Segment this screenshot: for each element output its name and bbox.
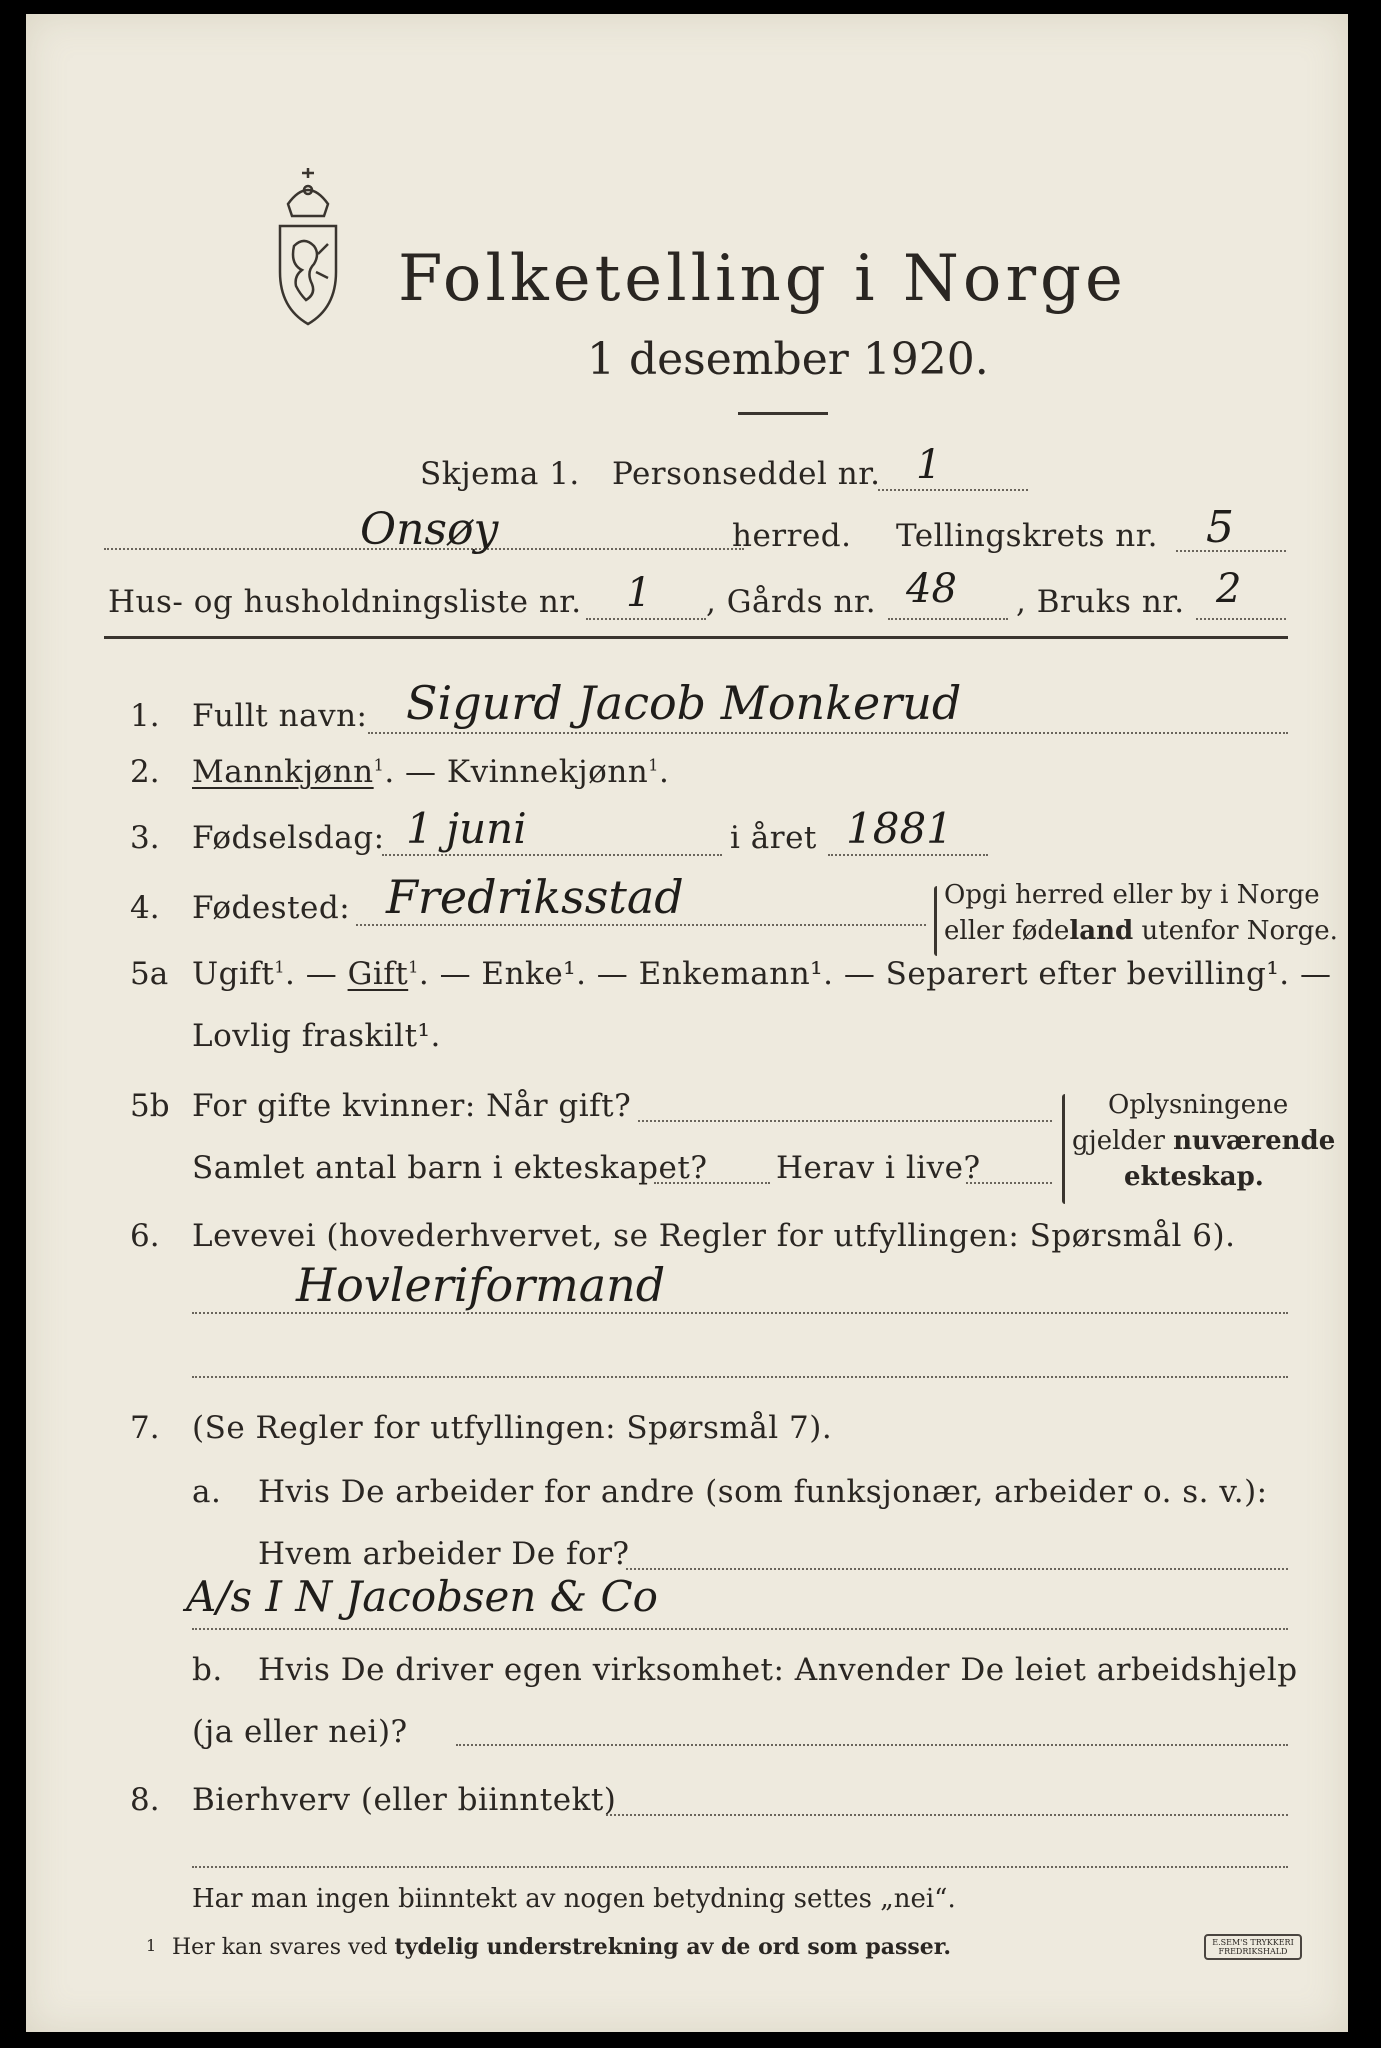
hired-help-dotted-line: [456, 1744, 1288, 1746]
occupation-dotted-line-2: [192, 1376, 1288, 1378]
full-name-label: Fullt navn:: [192, 698, 368, 734]
side-income-label: Bierhverv (eller biinntekt): [192, 1782, 617, 1818]
printer-stamp: E.SEM'S TRYKKERI FREDRIKSHALD: [1204, 1934, 1302, 1960]
children-alive-dotted-line: [966, 1182, 1052, 1184]
female-option[interactable]: Kvinnekjønn: [446, 754, 649, 790]
marriage-note-line2: gjelder nuværende: [1072, 1126, 1336, 1156]
gards-dotted-line: [888, 618, 1008, 620]
full-name-value[interactable]: Sigurd Jacob Monkerud: [406, 676, 962, 730]
married-when-label: For gifte kvinner: Når gift?: [192, 1088, 632, 1124]
sex-options: Mannkjønn$^1$. — Kvinnekjønn$^1$.: [192, 754, 670, 790]
q5a-number: 5a: [130, 956, 169, 992]
side-income-dotted-line-2: [192, 1866, 1288, 1868]
skjema-label: Skjema 1.: [420, 456, 580, 492]
herred-label: herred.: [732, 518, 852, 554]
q7a-letter: a.: [192, 1474, 222, 1510]
gift-option[interactable]: Gift: [347, 956, 409, 992]
gards-label: , Gårds nr.: [706, 584, 877, 620]
header-separator: [104, 636, 1288, 639]
lovlig-fraskilt-option[interactable]: Lovlig fraskilt¹.: [192, 1018, 441, 1054]
male-option[interactable]: Mannkjønn: [192, 754, 374, 790]
q7b-letter: b.: [192, 1652, 223, 1688]
title-divider: [738, 412, 828, 415]
birthplace-value[interactable]: Fredriksstad: [386, 870, 684, 924]
q7-label: (Se Regler for utfyllingen: Spørsmål 7).: [192, 1410, 833, 1446]
bruks-dotted-line: [1196, 618, 1286, 620]
hired-help-label: (ja eller nei)?: [192, 1714, 408, 1750]
norwegian-coat-of-arms-icon: [258, 164, 358, 334]
q8-number: 8.: [130, 1782, 160, 1818]
q7-number: 7.: [130, 1410, 160, 1446]
employer-value[interactable]: A/s I N Jacobsen & Co: [186, 1572, 658, 1621]
bruks-label: , Bruks nr.: [1016, 584, 1185, 620]
children-alive-label: Herav i live?: [776, 1150, 981, 1186]
occupation-value[interactable]: Hovleriformand: [296, 1258, 666, 1312]
footer-note: Har man ingen biinntekt av nogen betydning settes „nei“.: [192, 1884, 956, 1914]
personseddel-dotted-line: [878, 489, 1028, 491]
full-name-dotted-line: [368, 732, 1288, 734]
birthdate-value[interactable]: 1 juni: [406, 804, 527, 853]
ugift-option[interactable]: Ugift: [192, 956, 275, 992]
q4-number: 4.: [130, 890, 160, 926]
marital-status-options: Ugift$^1$. — Gift$^1$. — Enke¹. — Enkemann¹. — Separert efter bevilling¹. —: [192, 956, 1332, 992]
q6-number: 6.: [130, 1218, 160, 1254]
census-date: 1 desember 1920.: [587, 334, 989, 385]
bruks-value[interactable]: 2: [1216, 566, 1242, 612]
q7a-text: Hvis De arbeider for andre (som funksjonær, arbeider o. s. v.):: [258, 1474, 1268, 1510]
birthdate-dotted-line: [382, 854, 722, 856]
q5b-number: 5b: [130, 1088, 170, 1124]
husliste-value[interactable]: 1: [626, 570, 652, 616]
marriage-note-line3: ekteskap.: [1124, 1162, 1264, 1192]
occupation-label: Levevei (hovederhvervet, se Regler for utfyllingen: Spørsmål 6).: [192, 1218, 1236, 1254]
tellingskrets-value[interactable]: 5: [1206, 502, 1234, 553]
employer-dotted-line-1: [626, 1568, 1288, 1570]
q7b-text: Hvis De driver egen virksomhet: Anvender De leiet arbeidshjelp: [258, 1652, 1298, 1688]
census-form: [26, 14, 1348, 2032]
children-total-dotted-line: [654, 1182, 770, 1184]
herred-value[interactable]: Onsøy: [360, 504, 499, 555]
employer-dotted-line-2: [192, 1628, 1288, 1630]
birthplace-dotted-line: [356, 924, 926, 926]
personseddel-value[interactable]: 1: [916, 442, 942, 488]
q2-number: 2.: [130, 754, 160, 790]
birth-year-dotted-line: [828, 854, 988, 856]
side-income-dotted-line-1: [606, 1814, 1288, 1816]
q3-number: 3.: [130, 820, 160, 856]
footnote-marker: 1: [146, 1936, 157, 1955]
birthplace-note-line1: Opgi herred eller by i Norge: [944, 880, 1320, 910]
footnote-text: Her kan svares ved tydelig understrekning av de ord som passer.: [172, 1934, 952, 1960]
tellingskrets-label: Tellingskrets nr.: [896, 518, 1158, 554]
form-title: Folketelling i Norge: [398, 242, 1127, 316]
employer-label: Hvem arbeider De for?: [258, 1536, 630, 1572]
birthplace-label: Fødested:: [192, 890, 351, 926]
occupation-dotted-line-1: [192, 1312, 1288, 1314]
children-total-label: Samlet antal barn i ekteskapet?: [192, 1150, 708, 1186]
birth-year-label: i året: [730, 820, 817, 856]
birthdate-label: Fødselsdag:: [192, 820, 385, 856]
married-when-dotted-line: [638, 1120, 1052, 1122]
q1-number: 1.: [130, 698, 160, 734]
husliste-dotted-line: [586, 618, 706, 620]
husliste-label: Hus- og husholdningsliste nr.: [108, 584, 582, 620]
personseddel-label: Personseddel nr.: [612, 456, 881, 492]
gards-value[interactable]: 48: [906, 566, 957, 612]
birth-year-value[interactable]: 1881: [846, 804, 953, 853]
birthplace-note-brace: [934, 886, 937, 956]
marriage-note-line1: Oplysningene: [1108, 1090, 1289, 1120]
birthplace-note-line2: eller fødeland utenfor Norge.: [944, 916, 1338, 946]
